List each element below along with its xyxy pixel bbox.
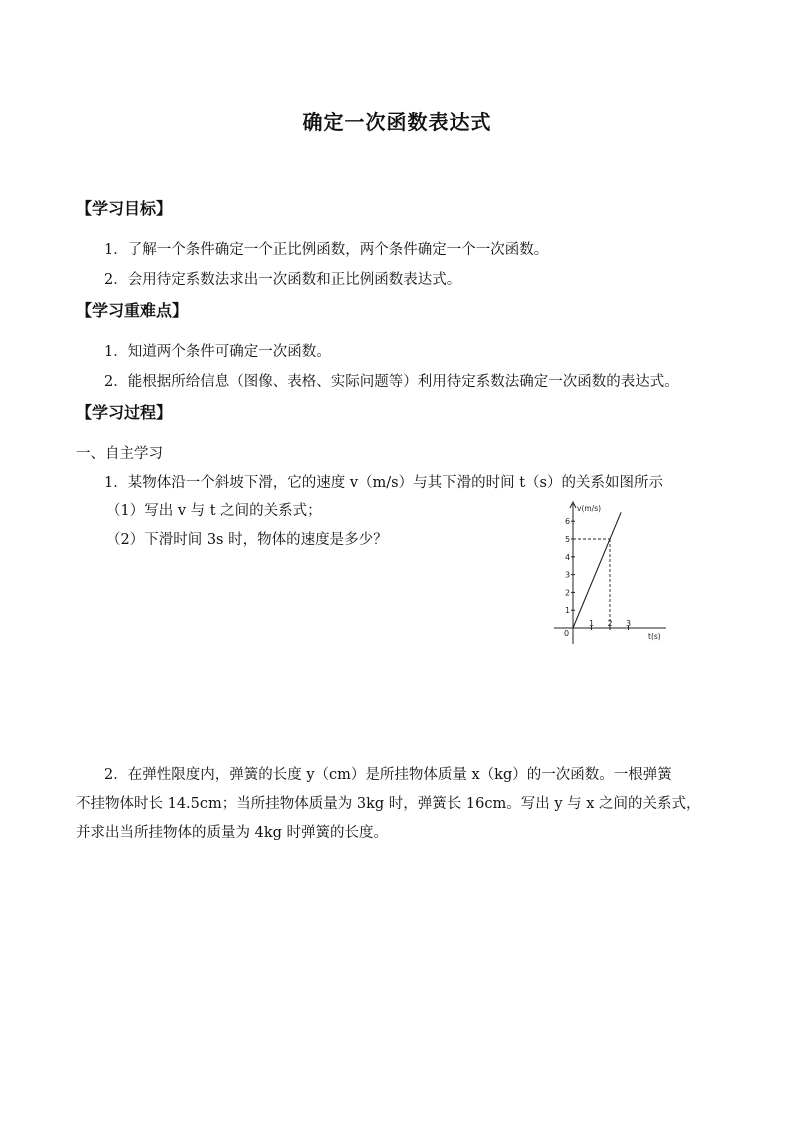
goal-item-2: 2．会用待定系数法求出一次函数和正比例函数表达式。 xyxy=(104,272,462,288)
page-title: 确定一次函数表达式 xyxy=(302,110,492,134)
section-heading-goals: 【学习目标】 xyxy=(76,199,173,218)
y-axis-label: v(m/s) xyxy=(577,504,602,513)
x-axis-label: t(s) xyxy=(648,632,661,641)
y-tick-label-3: 3 xyxy=(565,570,571,580)
x-tick-label-2: 2 xyxy=(607,619,613,628)
velocity-time-chart xyxy=(540,498,680,648)
sub-heading-self-study: 一、自主学习 xyxy=(76,446,163,462)
x-tick-label-3: 3 xyxy=(626,619,632,628)
section-heading-process: 【学习过程】 xyxy=(76,403,173,422)
goal-item-1: 1．了解一个条件确定一个正比例函数，两个条件确定一个一次函数。 xyxy=(104,242,549,258)
question-1-stem: 1．某物体沿一个斜坡下滑，它的速度 v（m/s）与其下滑的时间 t（s）的关系如图所示 xyxy=(104,475,663,491)
y-tick-label-4: 4 xyxy=(565,552,571,562)
origin-label: 0 xyxy=(564,629,570,638)
question-1-part-1: （1）写出 v 与 t 之间的关系式； xyxy=(106,503,322,519)
section-heading-key-points: 【学习重难点】 xyxy=(76,301,189,320)
x-tick-label-1: 1 xyxy=(589,619,595,628)
series-line-v xyxy=(573,512,621,628)
question-2-line-1: 2．在弹性限度内，弹簧的长度 y（cm）是所挂物体质量 x（kg）的一次函数。一根弹簧 xyxy=(104,767,672,783)
y-tick-label-2: 2 xyxy=(565,588,571,598)
question-1-part-2: （2）下滑时间 3s 时，物体的速度是多少？ xyxy=(106,532,388,548)
question-2-line-3: 并求出当所挂物体的质量为 4kg 时弹簧的长度。 xyxy=(76,825,389,841)
key-point-item-1: 1．知道两个条件可确定一次函数。 xyxy=(104,344,331,360)
y-tick-label-1: 1 xyxy=(565,606,571,616)
y-tick-label-6: 6 xyxy=(565,517,571,527)
key-point-item-2: 2．能根据所给信息（图像、表格、实际问题等）利用待定系数法确定一次函数的表达式。 xyxy=(104,374,679,390)
question-2-line-2: 不挂物体时长 14.5cm；当所挂物体质量为 3kg 时，弹簧长 16cm。写出 y 与 x 之间的关系式， xyxy=(76,796,701,812)
y-tick-label-5: 5 xyxy=(565,535,571,544)
